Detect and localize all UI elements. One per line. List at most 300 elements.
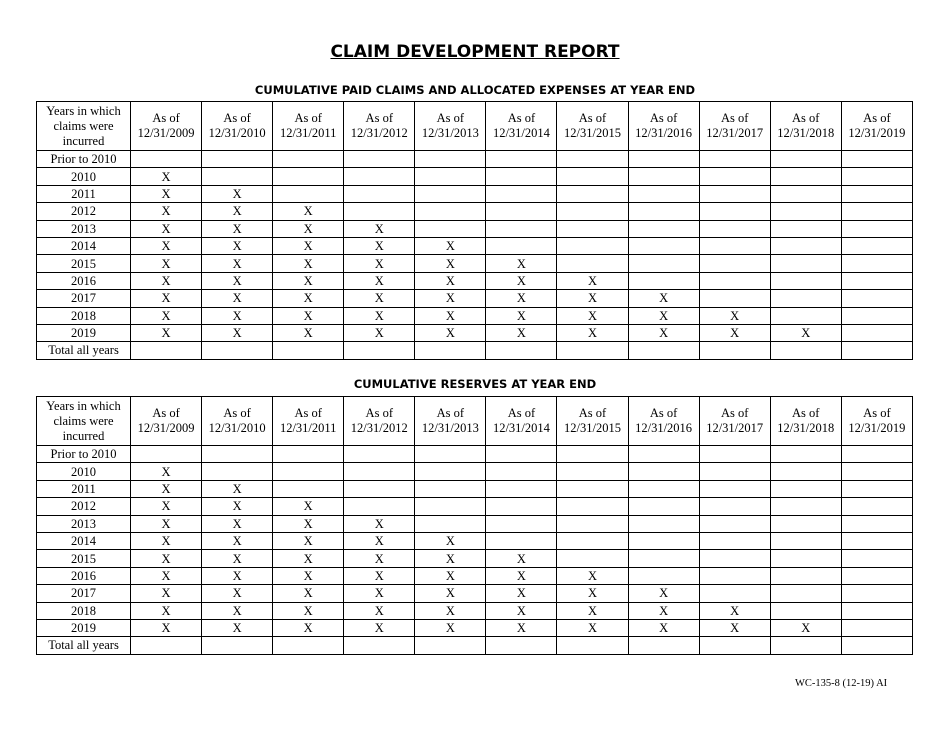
data-cell: X: [273, 602, 344, 619]
data-cell: [486, 237, 557, 254]
row-label: 2012: [37, 203, 131, 220]
row-label: Prior to 2010: [37, 446, 131, 463]
column-header: As of 12/31/2011: [273, 397, 344, 446]
data-cell: X: [557, 567, 628, 584]
form-id: WC-135-8 (12-19) AI: [795, 678, 888, 689]
data-cell: [841, 585, 912, 602]
data-cell: X: [557, 619, 628, 636]
data-cell: [841, 480, 912, 497]
data-cell: X: [131, 168, 202, 185]
data-cell: [344, 342, 415, 359]
data-cell: [770, 532, 841, 549]
data-cell: X: [202, 585, 273, 602]
data-cell: [841, 220, 912, 237]
data-cell: [841, 168, 912, 185]
data-cell: X: [131, 480, 202, 497]
data-cell: X: [415, 619, 486, 636]
data-cell: X: [344, 550, 415, 567]
data-cell: X: [273, 324, 344, 341]
data-cell: X: [415, 324, 486, 341]
table-row: [37, 255, 913, 272]
data-cell: X: [131, 220, 202, 237]
data-cell: X: [415, 290, 486, 307]
data-cell: X: [344, 324, 415, 341]
data-cell: X: [415, 602, 486, 619]
data-cell: [486, 515, 557, 532]
data-cell: [486, 463, 557, 480]
data-cell: [841, 237, 912, 254]
data-cell: [415, 168, 486, 185]
data-cell: [486, 342, 557, 359]
data-cell: X: [273, 255, 344, 272]
data-cell: X: [557, 307, 628, 324]
data-cell: X: [202, 220, 273, 237]
column-header: As of 12/31/2018: [770, 102, 841, 151]
data-cell: X: [628, 619, 699, 636]
data-cell: [699, 203, 770, 220]
data-cell: X: [486, 550, 557, 567]
table-row: [37, 151, 913, 168]
table-row: [37, 220, 913, 237]
data-cell: [841, 515, 912, 532]
data-cell: X: [344, 255, 415, 272]
table-row: [37, 550, 913, 567]
data-cell: X: [202, 324, 273, 341]
row-label: 2018: [37, 307, 131, 324]
data-cell: [628, 480, 699, 497]
data-cell: X: [486, 290, 557, 307]
column-header: As of 12/31/2019: [841, 397, 912, 446]
data-cell: X: [415, 550, 486, 567]
row-label: 2011: [37, 185, 131, 202]
data-cell: [770, 185, 841, 202]
table-row: [37, 185, 913, 202]
row-label: 2016: [37, 567, 131, 584]
data-cell: X: [273, 290, 344, 307]
data-cell: [486, 532, 557, 549]
data-cell: [557, 480, 628, 497]
table-row: [37, 602, 913, 619]
data-cell: [415, 151, 486, 168]
data-cell: [699, 168, 770, 185]
data-cell: [344, 637, 415, 654]
data-cell: X: [131, 550, 202, 567]
data-cell: [699, 237, 770, 254]
data-cell: X: [557, 324, 628, 341]
data-cell: [557, 255, 628, 272]
row-label: 2010: [37, 463, 131, 480]
data-cell: [770, 290, 841, 307]
data-cell: [699, 480, 770, 497]
data-cell: [628, 237, 699, 254]
data-cell: [841, 550, 912, 567]
data-cell: X: [131, 185, 202, 202]
data-cell: [415, 185, 486, 202]
data-cell: X: [770, 324, 841, 341]
data-cell: [415, 342, 486, 359]
data-cell: [486, 203, 557, 220]
data-cell: [486, 480, 557, 497]
data-cell: [557, 446, 628, 463]
data-cell: X: [202, 185, 273, 202]
data-cell: [628, 637, 699, 654]
data-cell: [841, 307, 912, 324]
data-cell: X: [344, 237, 415, 254]
data-cell: [344, 168, 415, 185]
table-row: [37, 290, 913, 307]
data-cell: X: [131, 515, 202, 532]
data-cell: [699, 637, 770, 654]
table-row: [37, 272, 913, 289]
data-cell: X: [202, 619, 273, 636]
table-row: [37, 324, 913, 341]
row-label: 2010: [37, 168, 131, 185]
column-header: As of 12/31/2013: [415, 102, 486, 151]
data-cell: [344, 498, 415, 515]
data-cell: X: [131, 498, 202, 515]
data-cell: [273, 480, 344, 497]
data-cell: [557, 498, 628, 515]
data-cell: [699, 550, 770, 567]
data-cell: [770, 498, 841, 515]
data-cell: [770, 237, 841, 254]
data-cell: [841, 498, 912, 515]
table-row: [37, 237, 913, 254]
data-cell: X: [628, 307, 699, 324]
data-cell: [841, 463, 912, 480]
data-cell: [557, 342, 628, 359]
data-cell: [628, 168, 699, 185]
data-cell: [486, 185, 557, 202]
data-cell: X: [415, 272, 486, 289]
data-cell: X: [415, 255, 486, 272]
row-label: 2015: [37, 550, 131, 567]
data-cell: X: [202, 602, 273, 619]
data-cell: [486, 637, 557, 654]
table-row: [37, 342, 913, 359]
data-cell: [486, 151, 557, 168]
data-cell: X: [699, 619, 770, 636]
data-cell: X: [131, 463, 202, 480]
data-cell: [557, 168, 628, 185]
data-cell: X: [202, 203, 273, 220]
column-header: As of 12/31/2010: [202, 102, 273, 151]
data-cell: [770, 203, 841, 220]
data-cell: [841, 185, 912, 202]
data-cell: [273, 637, 344, 654]
data-cell: X: [202, 532, 273, 549]
data-cell: X: [273, 532, 344, 549]
data-cell: [628, 550, 699, 567]
data-cell: X: [557, 585, 628, 602]
data-cell: [770, 585, 841, 602]
paid-claims-table: [36, 101, 913, 360]
data-cell: X: [202, 550, 273, 567]
data-cell: X: [699, 324, 770, 341]
data-cell: X: [344, 567, 415, 584]
row-label: Prior to 2010: [37, 151, 131, 168]
header-row: [37, 102, 913, 151]
data-cell: [699, 515, 770, 532]
row-label: 2017: [37, 585, 131, 602]
data-cell: X: [486, 255, 557, 272]
data-cell: X: [699, 307, 770, 324]
data-cell: [699, 185, 770, 202]
data-cell: [770, 272, 841, 289]
data-cell: X: [131, 567, 202, 584]
data-cell: [486, 498, 557, 515]
data-cell: [770, 550, 841, 567]
data-cell: X: [131, 532, 202, 549]
data-cell: [628, 255, 699, 272]
table-row: [37, 307, 913, 324]
data-cell: [841, 342, 912, 359]
data-cell: [770, 567, 841, 584]
data-cell: [202, 168, 273, 185]
row-label: Total all years: [37, 637, 131, 654]
data-cell: X: [486, 567, 557, 584]
table-row: [37, 567, 913, 584]
data-cell: [628, 498, 699, 515]
data-cell: [344, 446, 415, 463]
data-cell: X: [202, 290, 273, 307]
data-cell: X: [486, 307, 557, 324]
data-cell: X: [131, 585, 202, 602]
data-cell: [770, 480, 841, 497]
table-row: [37, 532, 913, 549]
table-row: [37, 619, 913, 636]
data-cell: X: [202, 272, 273, 289]
data-cell: X: [131, 203, 202, 220]
data-cell: X: [344, 272, 415, 289]
data-cell: [841, 203, 912, 220]
data-cell: X: [273, 550, 344, 567]
column-header: As of 12/31/2015: [557, 102, 628, 151]
data-cell: X: [273, 619, 344, 636]
table-row: [37, 637, 913, 654]
data-cell: X: [202, 480, 273, 497]
data-cell: X: [344, 619, 415, 636]
data-cell: [770, 220, 841, 237]
data-cell: [770, 342, 841, 359]
data-cell: X: [202, 515, 273, 532]
data-cell: X: [486, 602, 557, 619]
column-header: As of 12/31/2013: [415, 397, 486, 446]
data-cell: [344, 151, 415, 168]
data-cell: [415, 203, 486, 220]
data-cell: X: [202, 237, 273, 254]
data-cell: X: [273, 498, 344, 515]
data-cell: [486, 446, 557, 463]
data-cell: [344, 203, 415, 220]
data-cell: X: [699, 602, 770, 619]
data-cell: X: [131, 255, 202, 272]
data-cell: [770, 637, 841, 654]
data-cell: [699, 498, 770, 515]
data-cell: [699, 446, 770, 463]
column-header: As of 12/31/2010: [202, 397, 273, 446]
data-cell: X: [273, 220, 344, 237]
column-header: As of 12/31/2009: [131, 397, 202, 446]
data-cell: [415, 463, 486, 480]
data-cell: [344, 185, 415, 202]
data-cell: X: [131, 272, 202, 289]
row-label: 2018: [37, 602, 131, 619]
data-cell: X: [202, 255, 273, 272]
data-cell: [770, 446, 841, 463]
data-cell: [841, 602, 912, 619]
data-cell: [628, 567, 699, 584]
data-cell: [273, 151, 344, 168]
data-cell: [699, 151, 770, 168]
data-cell: [699, 255, 770, 272]
column-header: As of 12/31/2011: [273, 102, 344, 151]
data-cell: [273, 342, 344, 359]
table-row: [37, 446, 913, 463]
column-header: As of 12/31/2016: [628, 102, 699, 151]
data-cell: [273, 446, 344, 463]
data-cell: [841, 446, 912, 463]
data-cell: [202, 446, 273, 463]
data-cell: X: [770, 619, 841, 636]
data-cell: X: [273, 272, 344, 289]
data-cell: X: [131, 237, 202, 254]
data-cell: [486, 220, 557, 237]
data-cell: X: [273, 307, 344, 324]
data-cell: X: [202, 498, 273, 515]
data-cell: [628, 151, 699, 168]
data-cell: [557, 532, 628, 549]
data-cell: [628, 220, 699, 237]
data-cell: X: [628, 324, 699, 341]
data-cell: [841, 151, 912, 168]
data-cell: X: [131, 290, 202, 307]
row-label: 2012: [37, 498, 131, 515]
data-cell: [770, 151, 841, 168]
data-cell: X: [486, 272, 557, 289]
data-cell: X: [273, 585, 344, 602]
data-cell: [557, 185, 628, 202]
data-cell: [202, 463, 273, 480]
data-cell: [131, 637, 202, 654]
data-cell: X: [486, 619, 557, 636]
data-cell: X: [344, 602, 415, 619]
data-cell: X: [628, 290, 699, 307]
data-cell: X: [486, 585, 557, 602]
data-cell: [699, 342, 770, 359]
reserves-table: [36, 396, 913, 655]
table-row: [37, 585, 913, 602]
table-row: [37, 463, 913, 480]
data-cell: [770, 307, 841, 324]
data-cell: [841, 324, 912, 341]
row-label: 2014: [37, 237, 131, 254]
data-cell: [628, 185, 699, 202]
row-label: 2016: [37, 272, 131, 289]
data-cell: [415, 480, 486, 497]
column-header: As of 12/31/2019: [841, 102, 912, 151]
data-cell: X: [415, 307, 486, 324]
data-cell: [699, 532, 770, 549]
data-cell: X: [628, 585, 699, 602]
data-cell: [131, 446, 202, 463]
data-cell: X: [628, 602, 699, 619]
data-cell: [841, 619, 912, 636]
data-cell: X: [557, 272, 628, 289]
data-cell: X: [273, 203, 344, 220]
table-row: [37, 168, 913, 185]
data-cell: [628, 463, 699, 480]
data-cell: [557, 515, 628, 532]
table-row: [37, 203, 913, 220]
column-header: As of 12/31/2018: [770, 397, 841, 446]
data-cell: [415, 446, 486, 463]
data-cell: [699, 463, 770, 480]
data-cell: [628, 515, 699, 532]
table-row: [37, 498, 913, 515]
data-cell: [628, 532, 699, 549]
data-cell: [770, 255, 841, 272]
data-cell: X: [131, 619, 202, 636]
data-cell: [699, 272, 770, 289]
column-header: As of 12/31/2017: [699, 397, 770, 446]
data-cell: [699, 585, 770, 602]
data-cell: [628, 342, 699, 359]
data-cell: X: [415, 237, 486, 254]
data-cell: [628, 446, 699, 463]
column-header: As of 12/31/2014: [486, 102, 557, 151]
data-cell: X: [344, 585, 415, 602]
data-cell: [273, 168, 344, 185]
data-cell: [131, 342, 202, 359]
data-cell: [486, 168, 557, 185]
data-cell: [841, 567, 912, 584]
data-cell: [699, 220, 770, 237]
data-cell: [415, 220, 486, 237]
data-cell: [273, 185, 344, 202]
data-cell: X: [273, 237, 344, 254]
data-cell: [770, 168, 841, 185]
data-cell: [415, 637, 486, 654]
data-cell: X: [131, 307, 202, 324]
data-cell: [557, 237, 628, 254]
table-row: [37, 480, 913, 497]
column-header: As of 12/31/2009: [131, 102, 202, 151]
column-header: As of 12/31/2012: [344, 397, 415, 446]
data-cell: [273, 463, 344, 480]
column-header: As of 12/31/2014: [486, 397, 557, 446]
column-header: As of 12/31/2012: [344, 102, 415, 151]
header-row: [37, 397, 913, 446]
data-cell: X: [415, 585, 486, 602]
column-header: As of 12/31/2015: [557, 397, 628, 446]
row-header-label: Years in which claims were incurred: [37, 397, 131, 446]
data-cell: [557, 220, 628, 237]
data-cell: [770, 602, 841, 619]
row-label: 2013: [37, 515, 131, 532]
data-cell: [770, 463, 841, 480]
row-label: 2019: [37, 619, 131, 636]
data-cell: X: [344, 307, 415, 324]
data-cell: X: [273, 567, 344, 584]
row-label: 2014: [37, 532, 131, 549]
column-header: As of 12/31/2017: [699, 102, 770, 151]
data-cell: [557, 463, 628, 480]
data-cell: [841, 272, 912, 289]
row-label: Total all years: [37, 342, 131, 359]
data-cell: [202, 151, 273, 168]
data-cell: [557, 550, 628, 567]
